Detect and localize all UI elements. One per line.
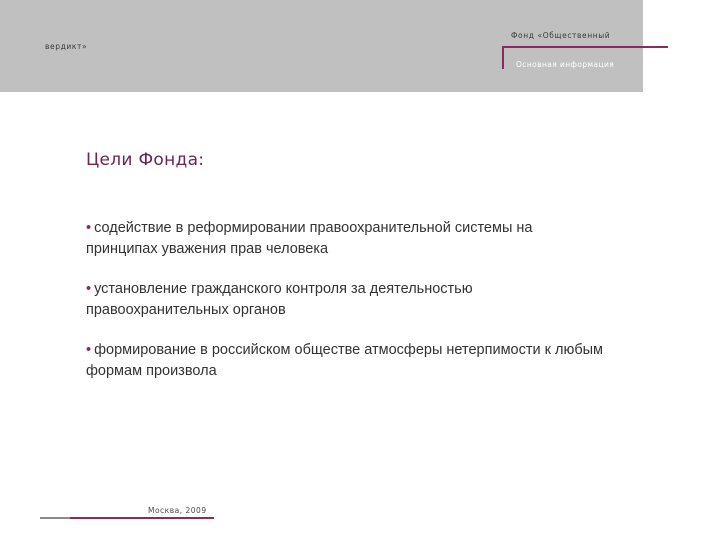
header-accent-tick [502, 48, 504, 69]
bullet-icon: • [86, 220, 92, 236]
goal-text: формирование в российском обществе атмосферы нетерпимости к любым формам произвола [86, 342, 604, 379]
goal-text: содействие в реформировании правоохранительной системы на принципах уважения прав человека [86, 220, 533, 257]
slide-title: Цели Фонда: [86, 150, 205, 170]
goal-item [86, 279, 606, 321]
section-label: Основная информация [516, 60, 615, 69]
organization-name-line1: Фонд «Общественный [511, 31, 611, 40]
bullet-icon: • [86, 281, 92, 297]
header-accent-rule [502, 46, 668, 48]
goal-item [86, 218, 606, 260]
organization-name-line2: вердикт» [45, 42, 88, 51]
bullet-icon: • [86, 342, 92, 358]
goal-text: установление гражданского контроля за деятельностью правоохранительных органов [86, 281, 473, 318]
goal-item [86, 340, 606, 382]
footer-city-year: Москва, 2009 [148, 506, 207, 515]
footer-grey-rule [40, 517, 70, 519]
goals-list [86, 218, 606, 401]
